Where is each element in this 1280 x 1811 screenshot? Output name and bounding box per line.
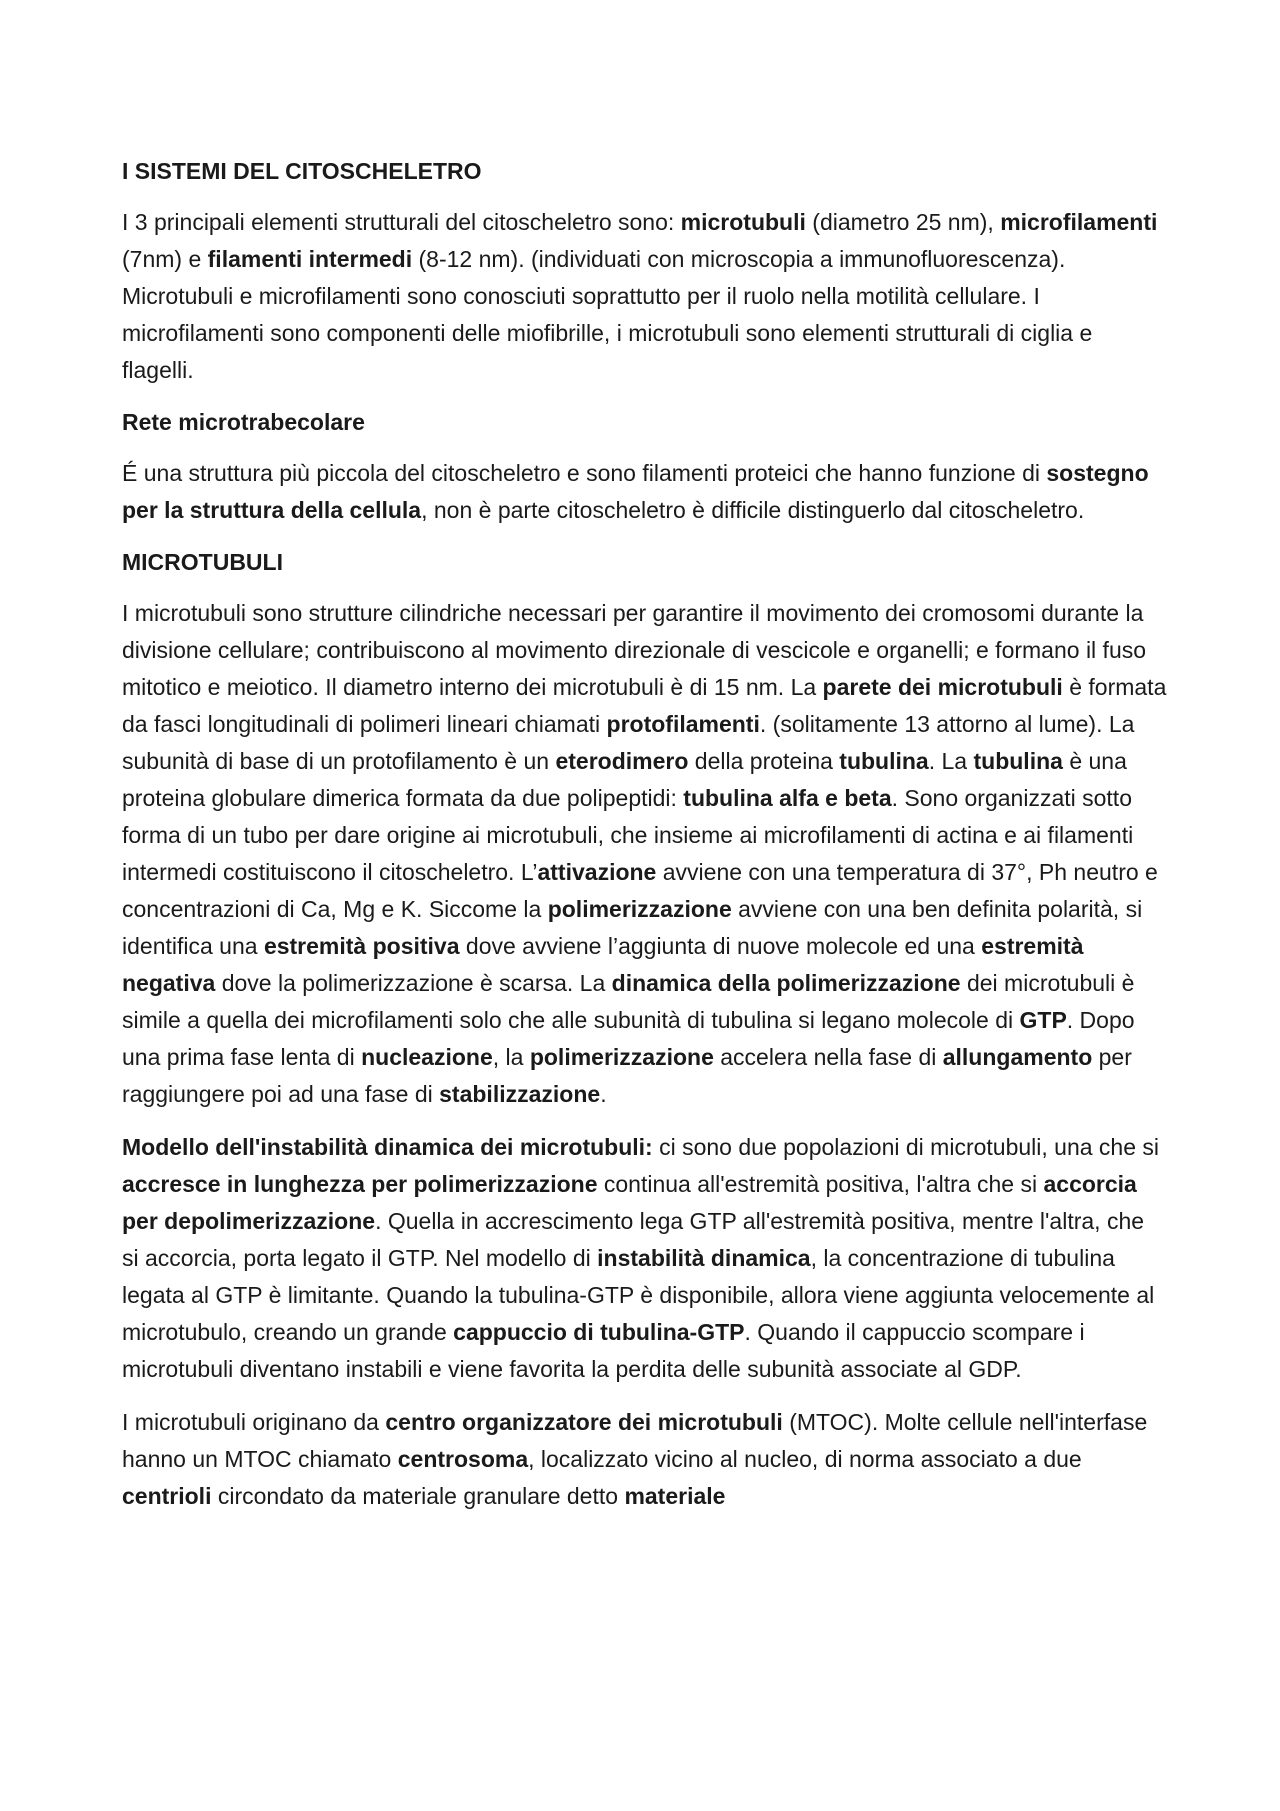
bold-term: polimerizzazione — [529, 1044, 714, 1070]
bold-term: estremità negativa — [122, 933, 1084, 996]
text-run: . — [600, 1081, 607, 1107]
text-run: è una proteina globulare dimerica formata da due polipeptidi: — [122, 748, 1127, 811]
document-page — [122, 154, 1167, 1531]
bold-term: allungamento — [942, 1044, 1093, 1070]
bold-term: dinamica della polimerizzazione — [611, 970, 961, 996]
bold-term: Modello dell'instabilità dinamica dei microtubuli: — [122, 1134, 653, 1160]
paragraph-microtubuli — [122, 595, 1167, 1113]
bold-term: attivazione — [537, 859, 657, 885]
bold-term: GTP — [1019, 1007, 1067, 1033]
bold-term: microfilamenti — [1000, 209, 1158, 235]
bold-term: accresce in lunghezza per polimerizzazione — [122, 1171, 598, 1197]
text-run: avviene con una temperatura di 37°, Ph neutro e concentrazioni di Ca, Mg e K. Siccome la — [122, 859, 1158, 922]
bold-term: polimerizzazione — [547, 896, 732, 922]
text-run: (8-12 nm). (individuati con microscopia a immunofluorescenza). Microtubuli e microfilamenti sono conosciuti soprattutto per il ruolo nella motilità cellulare. I microfilamenti sono componenti delle miofibrille, i microtubuli sono elementi strutturali di ciglia e flagelli. — [122, 246, 1093, 383]
text-run: . Quella in accrescimento lega GTP all'estremità positiva, mentre l'altra, che si accorcia, porta legato il GTP. Nel modello di — [122, 1208, 1145, 1271]
paragraph-instabilita-dinamica — [122, 1129, 1167, 1388]
bold-term: tubulina alfa e beta — [683, 785, 892, 811]
bold-term: protofilamenti — [606, 711, 760, 737]
bold-term: centrosoma — [397, 1446, 529, 1472]
bold-term: eterodimero — [555, 748, 689, 774]
paragraph-rete-microtrabecolare — [122, 455, 1167, 529]
text-run: ci sono due popolazioni di microtubuli, una che si — [652, 1134, 1160, 1160]
bold-term: centro organizzatore dei microtubuli — [385, 1409, 783, 1435]
bold-term: tubulina — [973, 748, 1063, 774]
text-run: (7nm) e — [122, 246, 208, 272]
text-run: dove avviene l’aggiunta di nuove molecole ed una — [459, 933, 982, 959]
text-run: è formata da fasci longitudinali di polimeri lineari chiamati — [122, 674, 1167, 737]
text-run: , la — [492, 1044, 530, 1070]
text-run: I microtubuli originano da — [122, 1409, 386, 1435]
text-run: É una struttura più piccola del citoscheletro e sono filamenti proteici che hanno funzione di — [122, 460, 1047, 486]
bold-term: estremità positiva — [263, 933, 460, 959]
paragraph-mtoc — [122, 1404, 1167, 1515]
bold-term: sostegno per la struttura della cellula — [122, 460, 1149, 523]
text-run: (MTOC). Molte cellule nell'interfase hanno un MTOC chiamato — [122, 1409, 1148, 1472]
bold-term: stabilizzazione — [439, 1081, 601, 1107]
bold-term: materiale — [624, 1483, 726, 1509]
text-run: . Sono organizzati sotto forma di un tubo per dare origine ai microtubuli, che insieme ai microfilamenti di actina e ai filamenti intermedi costituiscono il citoscheletro. L’ — [122, 785, 1134, 885]
text-run: dei microtubuli è simile a quella dei microfilamenti solo che alle subunità di tubulina si legano molecole di — [122, 970, 1135, 1033]
text-run: continua all'estremità positiva, l'altra che si — [597, 1171, 1044, 1197]
text-run: . Dopo una prima fase lenta di — [122, 1007, 1135, 1070]
heading-rete-microtrabecolare: Rete microtrabecolare — [122, 409, 365, 435]
bold-term: cappuccio di tubulina-GTP — [453, 1319, 745, 1345]
bold-term: filamenti intermedi — [207, 246, 413, 272]
heading-microtubuli: MICROTUBULI — [122, 549, 283, 575]
bold-term: centrioli — [122, 1483, 212, 1509]
text-run: . (solitamente 13 attorno al lume). La subunità di base di un protofilamento è un — [122, 711, 1135, 774]
text-run: I microtubuli sono strutture cilindriche necessari per garantire il movimento dei cromosomi durante la divisione cellulare; contribuiscono al movimento direzionale di vescicole e organelli; e formano il fuso mitotico e meiotico. Il diametro interno dei microtubuli è di 15 nm. La — [122, 600, 1147, 700]
text-run: . Quando il cappuccio scompare i microtubuli diventano instabili e viene favorita la perdita delle subunità associate al GDP. — [122, 1319, 1085, 1382]
text-run: . La — [928, 748, 974, 774]
text-run: , non è parte citoscheletro è difficile distinguerlo dal citoscheletro. — [421, 497, 1085, 523]
text-run: accelera nella fase di — [713, 1044, 943, 1070]
document-title: I SISTEMI DEL CITOSCHELETRO — [122, 158, 482, 184]
text-run: avviene con una ben definita polarità, si identifica una — [122, 896, 1143, 959]
bold-term: tubulina — [839, 748, 929, 774]
text-run: , la concentrazione di tubulina legata al GTP è limitante. Quando la tubulina-GTP è disponibile, allora viene aggiunta velocemente al microtubulo, creando un grande — [122, 1245, 1155, 1345]
bold-term: instabilità dinamica — [597, 1245, 811, 1271]
text-run: circondato da materiale granulare detto — [211, 1483, 625, 1509]
text-run: dove la polimerizzazione è scarsa. La — [215, 970, 612, 996]
bold-term: microtubuli — [680, 209, 806, 235]
text-run: , localizzato vicino al nucleo, di norma associato a due — [528, 1446, 1082, 1472]
bold-term: accorcia per depolimerizzazione — [122, 1171, 1137, 1234]
text-run: per raggiungere poi ad una fase di — [122, 1044, 1132, 1107]
text-run: della proteina — [688, 748, 840, 774]
bold-term: nucleazione — [361, 1044, 493, 1070]
bold-term: parete dei microtubuli — [822, 674, 1063, 700]
text-run: I 3 principali elementi strutturali del citoscheletro sono: — [122, 209, 681, 235]
text-run: (diametro 25 nm), — [805, 209, 1001, 235]
paragraph-cytoskeleton-elements — [122, 204, 1167, 389]
